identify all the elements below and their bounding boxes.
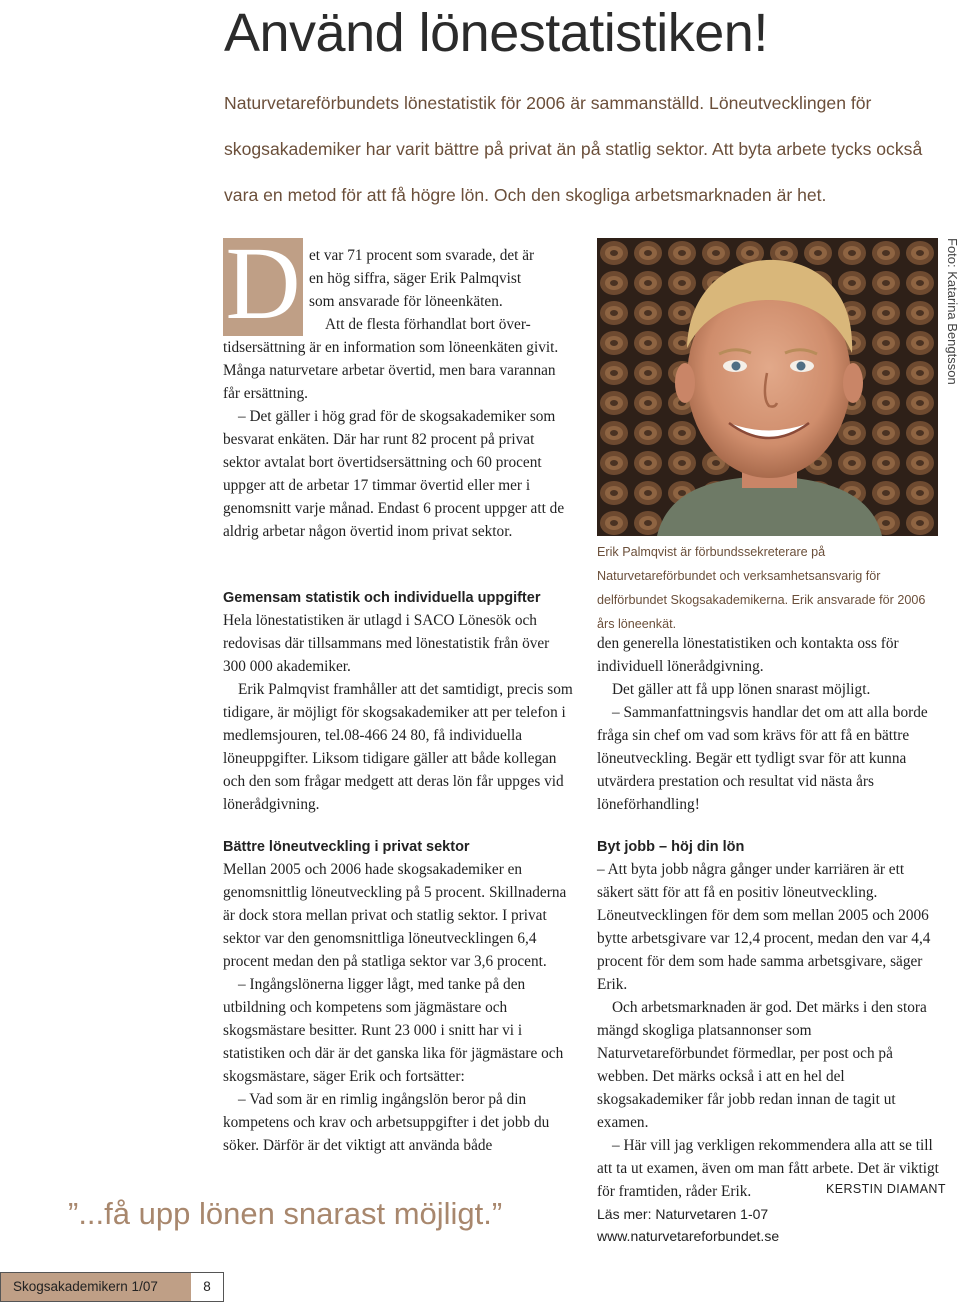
body-paragraph: Och arbetsmarknaden är god. Det märks i den stora mängd skogliga platsannonser som Naturvetareförbundet förmedlar, per post och på webben. Det märks också i att en hel del skogsakademiker får jobb redan innan de tagit ut examen. — [597, 999, 927, 1131]
read-more-source: Läs mer: Naturvetaren 1-07 — [597, 1206, 769, 1222]
author-byline: KERSTIN DIAMANT — [826, 1182, 946, 1196]
section-gemensam-statistik — [223, 587, 573, 816]
photo-credit — [938, 238, 960, 536]
section-heading: Gemensam statistik och individuella uppgifter — [223, 590, 541, 606]
body-paragraph: den generella lönestatistiken och kontakta oss för individuell lönerådgivning. — [597, 635, 899, 675]
body-paragraph: – Ingångslönerna ligger lågt, med tanke på den utbildning och kompetens som jägmästare och skogsmästare besitter. Runt 23 000 i snitt har vi i statistiken och där är det ganska lika för jägmästare och skogsmästare, säger Erik och fortsätter: — [223, 976, 564, 1085]
intro-line: som ansvarade för löneenkäten. — [309, 293, 503, 310]
intro-lines — [309, 244, 589, 313]
body-paragraph: – Att byta jobb några gånger under karriären är ett säkert sätt för att få en positiv löneutveckling. Löneutvecklingen för dem som mellan 2005 och 2006 bytte arbetsgivare var 12,4 procent, medan den var 4,4 procent för dem som hade samma arbetsgivare, säger Erik. — [597, 861, 931, 993]
column-1-body — [223, 313, 573, 543]
body-paragraph: Erik Palmqvist framhåller att det samtidigt, precis som tidigare, är möjligt för skogsakademiker att per telefon i medlemsjouren, tel.08-466 24 80, få individuella löneuppgifter. Liksom tidigare gäller att både kollegan och den som frågar medgett att deras lön får uppges vid lönerådgivning. — [223, 681, 573, 813]
portrait-photo — [597, 238, 938, 536]
body-paragraph: Det gäller att få upp lönen snarast möjligt. — [612, 681, 871, 698]
pull-quote: ”...få upp lönen snarast möjligt.” — [68, 1196, 503, 1231]
article-ingress: Naturvetareförbundets lönestatistik för 2006 är sammanställd. Löneutvecklingen för skogsakademiker har varit bättre på privat än på statlig sektor. Att byta arbete tycks också vara en metod för att få högre lön. Och den skogliga arbetsmarknaden är het. — [224, 93, 923, 205]
body-paragraph: Att de flesta förhandlat bort över-tidsersättning är en information som löneenkäten givit. Många naturvetare arbetar övertid, men bara varannan får ersättning. — [223, 316, 559, 402]
body-paragraph: – Sammanfattningsvis handlar det om att alla borde fråga sin chef om vad som krävs för att få en bättre löneutveckling. Begär ett tydligt svar för att kunna utvärdera prestation och resultat vid nästa års löneförhandling! — [597, 704, 928, 813]
body-paragraph: Hela lönestatistiken är utlagd i SACO Lönesök och redovisas där tillsammans med lönestatistik från över 300 000 akademiker. — [223, 612, 550, 675]
body-paragraph: – Det gäller i hög grad för de skogsakademiker som besvarat enkäten. Där har runt 82 procent på privat sektor avtalat bort övertidsersättning och 60 procent uppger att de arbetar 17 timmar övertid eller mer i genomsnitt varje månad. Endast 6 procent uppger att de aldrig arbetar någon övertid inom privat sektor. — [223, 408, 565, 540]
section-heading: Byt jobb – höj din lön — [597, 839, 745, 855]
section-battre-loneutveckling — [223, 836, 573, 1157]
read-more — [597, 1203, 779, 1247]
article-headline: Använd lönestatistiken! — [224, 3, 768, 63]
photo-credit-text: Foto: Katarina Bengtsson — [945, 238, 960, 385]
page-footer — [0, 1272, 224, 1302]
section-heading: Bättre löneutveckling i privat sektor — [223, 839, 470, 855]
column-2-body — [597, 632, 942, 816]
intro-line: et var 71 procent som svarade, det är — [309, 247, 535, 264]
portrait-image — [597, 238, 938, 536]
section-byt-jobb — [597, 836, 942, 1203]
magazine-issue: Skogsakademikern 1/07 — [1, 1273, 191, 1301]
page-number: 8 — [203, 1279, 211, 1294]
intro-line: en hög siffra, säger Erik Palmqvist — [309, 270, 522, 287]
body-paragraph: – Här vill jag verkligen rekommendera alla att se till att ta ut examen, även om man fått arbete. Det är viktigt för framtiden, råder Erik. — [597, 1137, 939, 1200]
photo-caption: Erik Palmqvist är förbundssekreterare på Naturvetareförbundet och verksamhetsansvarig för delförbundet Skogsakademikerna. Erik ansvarade för 2006 års löneenkät. — [597, 545, 926, 631]
body-paragraph: Mellan 2005 och 2006 hade skogsakademiker en genomsnittlig löneutveckling på 5 procent. Skillnaderna är dock stora mellan privat och statlig sektor. I privat sektor var den genomsnittliga löneutvecklingen 6,4 procent medan den på statliga sektor var 3,6 procent. — [223, 861, 567, 970]
drop-cap-letter: D — [225, 226, 301, 341]
body-paragraph: – Vad som är en rimlig ingångslön beror på din kompetens och krav och arbetsuppgifter i det jobb du söker. Därför är det viktigt att använda både — [223, 1091, 550, 1154]
read-more-link[interactable]: www.naturvetareforbundet.se — [597, 1228, 780, 1244]
